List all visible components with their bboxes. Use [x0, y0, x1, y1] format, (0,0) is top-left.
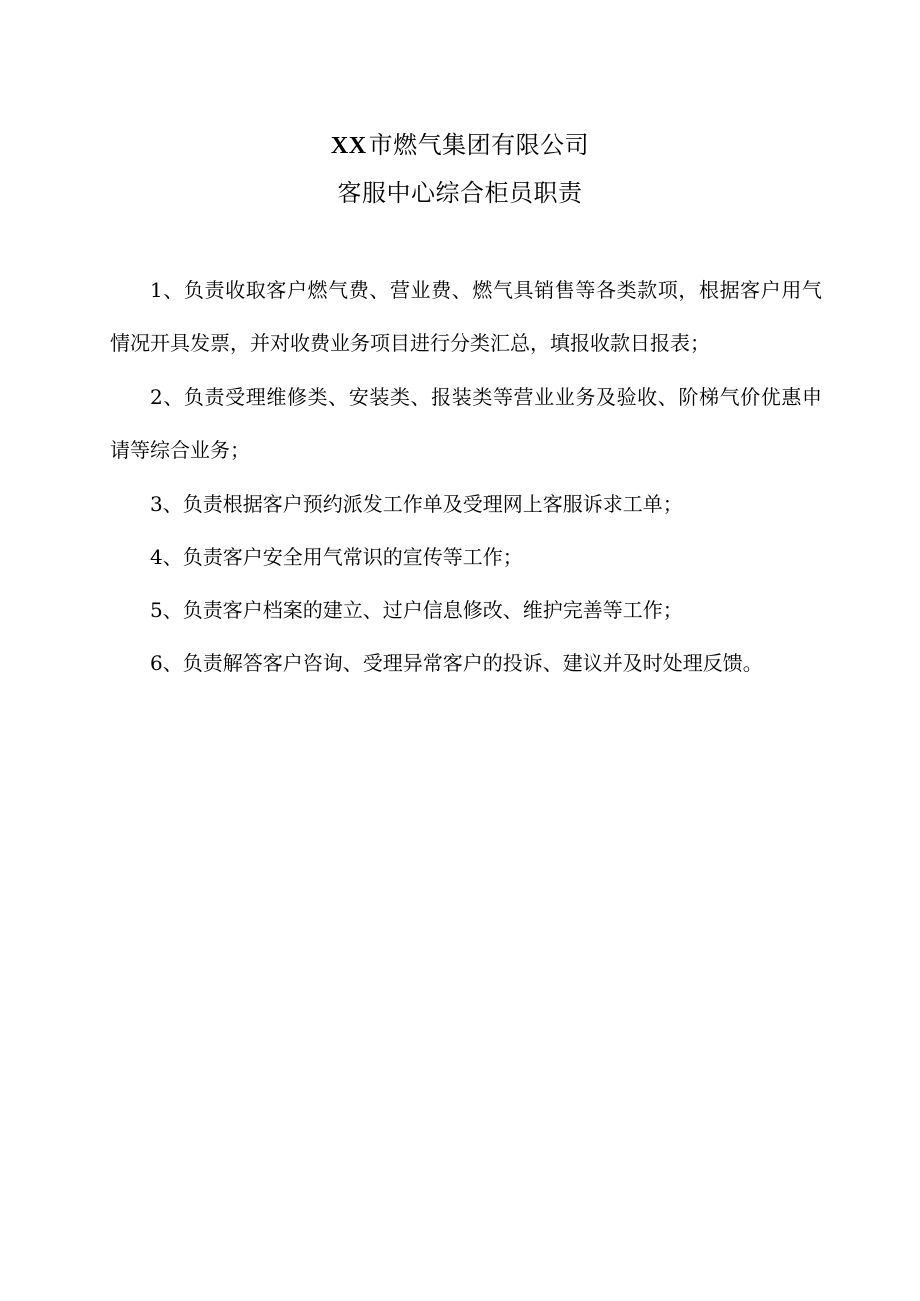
duties-list — [110, 272, 822, 698]
duty-item-2: 2、负责受理维修类、安装类、报装类等营业业务及验收、阶梯气价优惠申请等综合业务； — [110, 385, 822, 462]
title-prefix: XX — [330, 133, 367, 159]
document-subtitle: 客服中心综合柜员职责 — [337, 179, 583, 207]
title-organization: 市燃气集团有限公司 — [368, 131, 590, 159]
duty-item-1: 1、负责收取客户燃气费、营业费、燃气具销售等各类款项，根据客户用气情况开具发票，并对收费业务项目进行分类汇总，填报收款日报表； — [110, 278, 822, 355]
duty-item-3: 3、负责根据客户预约派发工作单及受理网上客服诉求工单； — [150, 492, 683, 516]
duty-item-5: 5、负责客户档案的建立、过户信息修改、维护完善等工作； — [150, 598, 683, 622]
duty-item-6: 6、负责解答客户咨询、受理异常客户的投诉、建议并及时处理反馈。 — [150, 651, 763, 675]
duty-item-4: 4、负责客户安全用气常识的宣传等工作； — [150, 545, 523, 569]
document-title — [0, 130, 920, 161]
